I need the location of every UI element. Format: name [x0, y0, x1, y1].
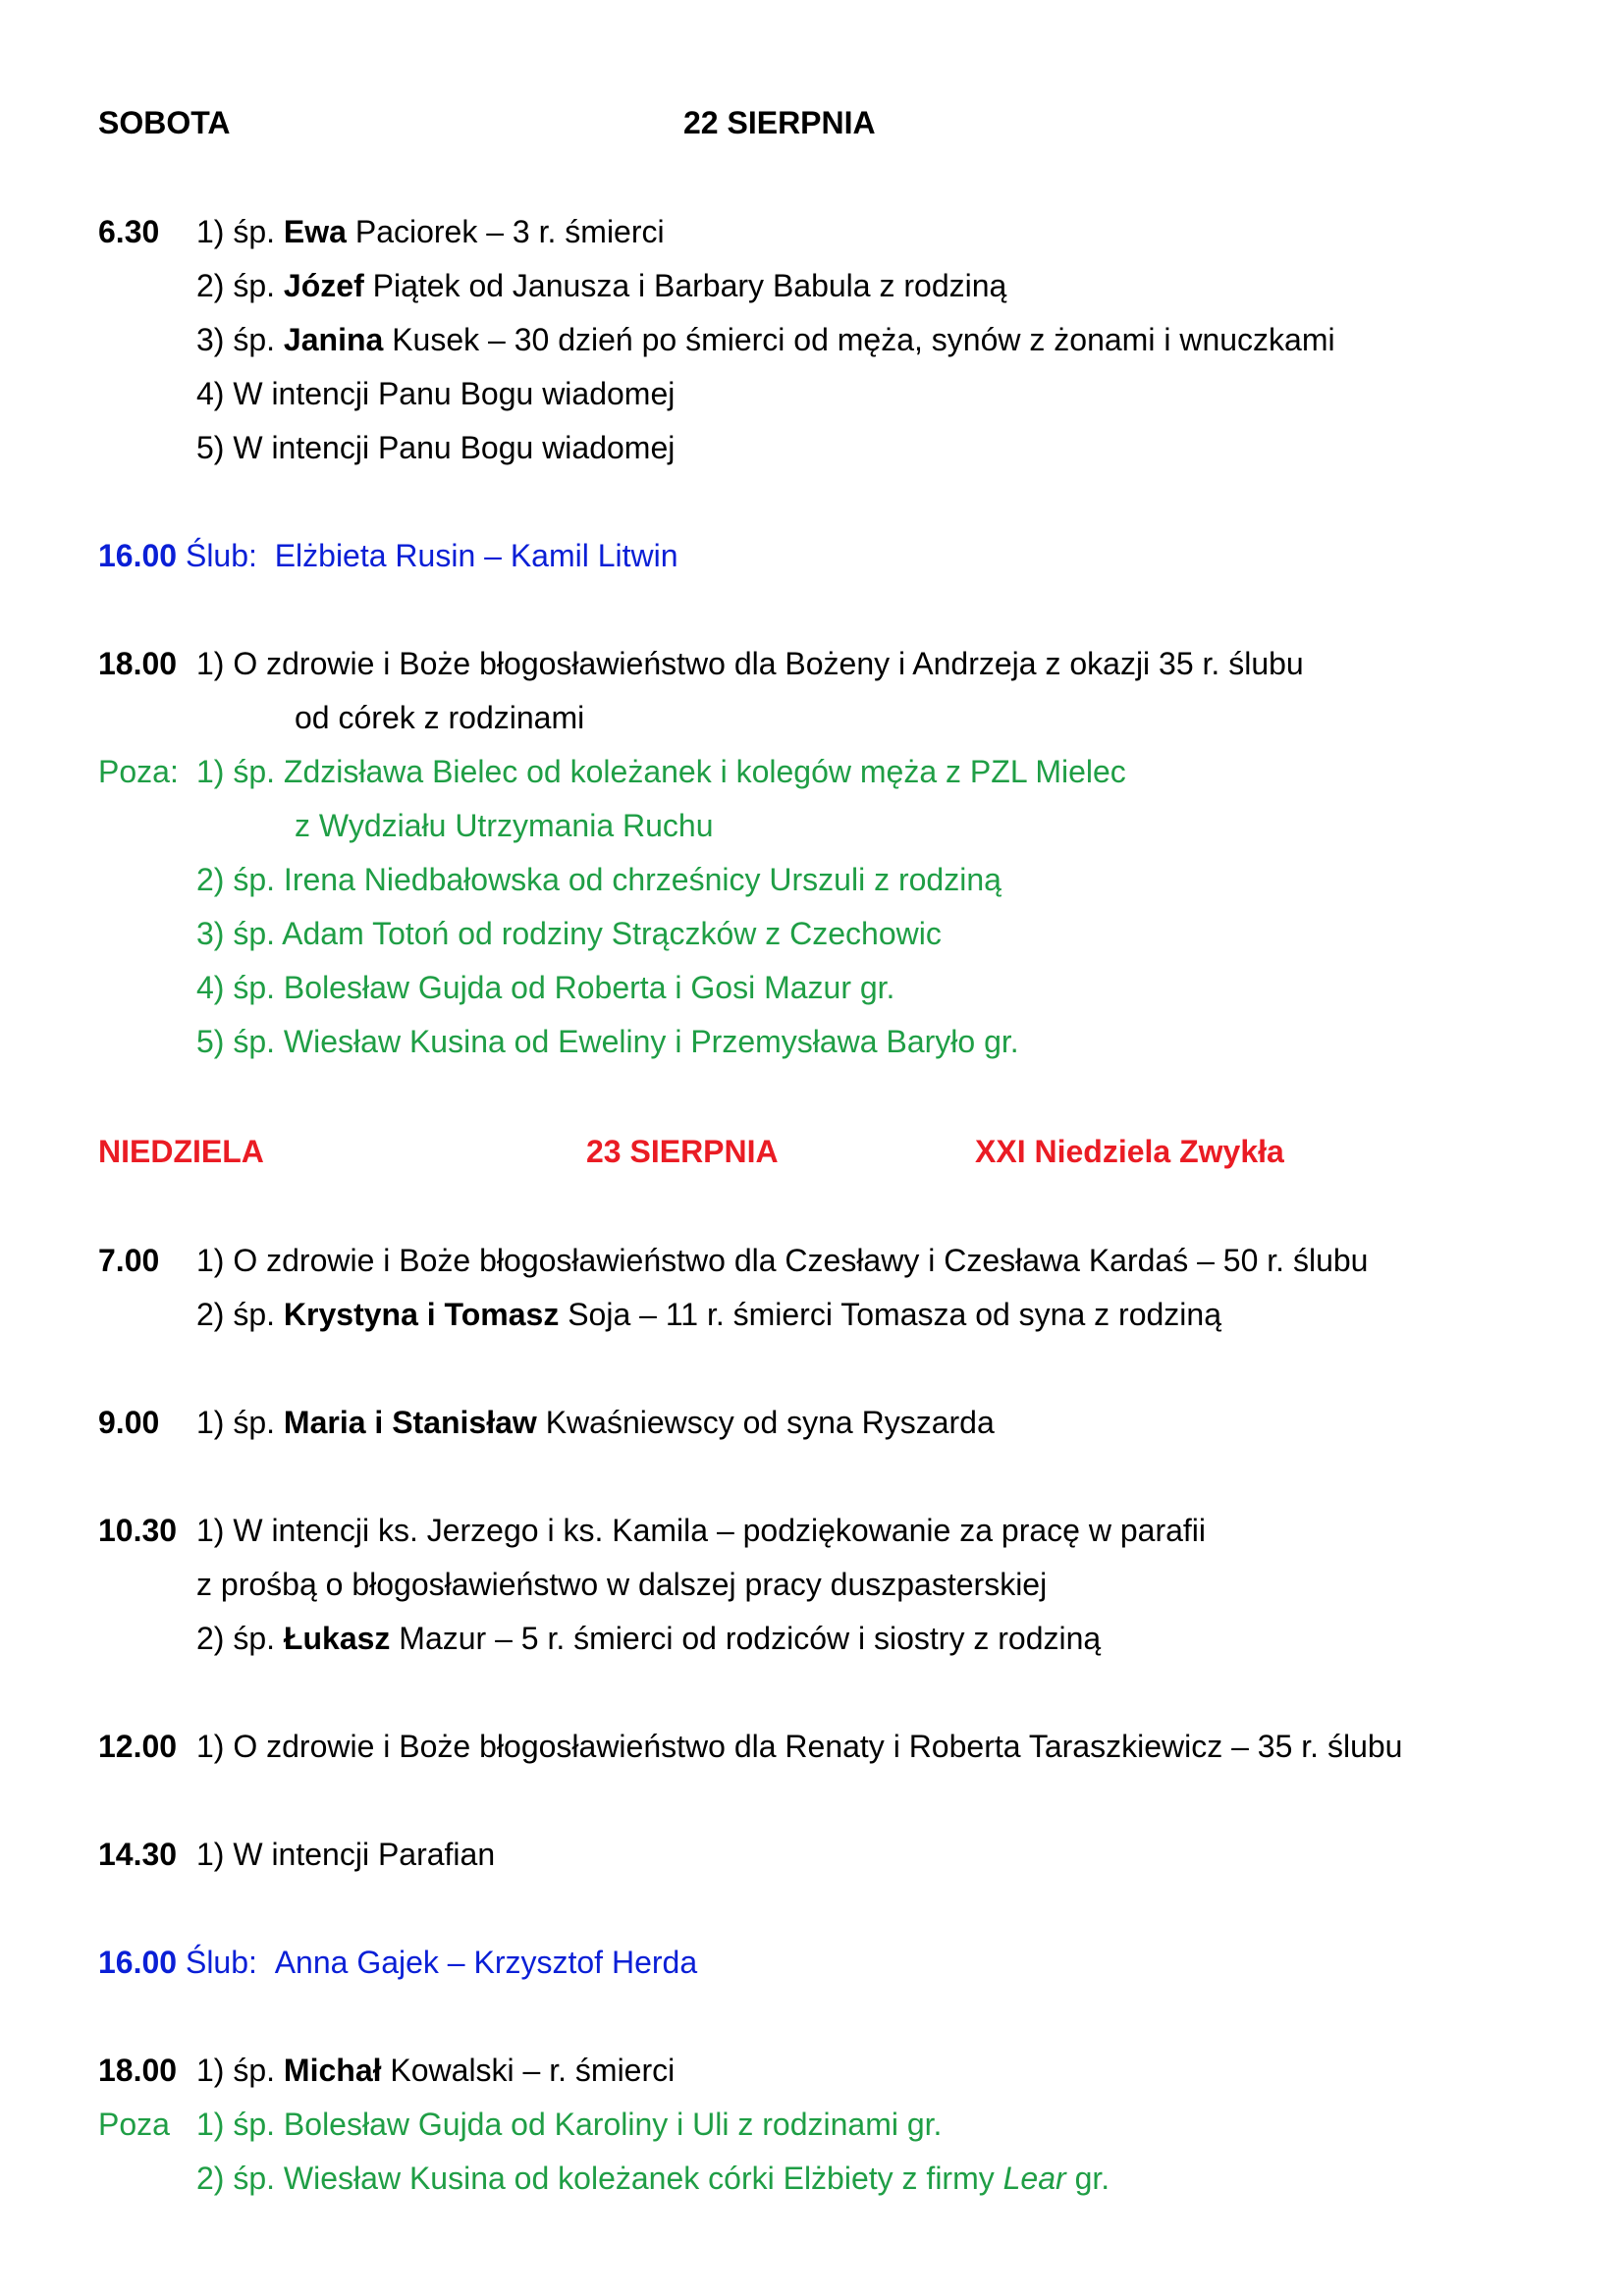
intention-1030-1: 1) W intencji ks. Jerzego i ks. Kamila – podziękowanie za pracę w parafii	[196, 1513, 1206, 1548]
wedding-names: Elżbieta Rusin – Kamil Litwin	[274, 538, 678, 573]
intention-0700-2	[196, 1299, 1221, 1330]
extra-label-sunday: Poza	[98, 2107, 170, 2142]
mass-time-0900: 9.00	[98, 1405, 160, 1440]
intention-name: Ewa	[283, 214, 347, 249]
intention-prefix: 2) śp.	[196, 1621, 284, 1656]
intention-name: Maria i Stanisław	[283, 1405, 537, 1440]
intention-0630-4: 4) W intencji Panu Bogu wiadomej	[196, 376, 676, 411]
intention-0700-1: 1) O zdrowie i Boże błogosławieństwo dla Czesławy i Czesława Kardaś – 50 r. ślubu	[196, 1243, 1369, 1278]
extra-intention-sat-4: 4) śp. Bolesław Gujda od Roberta i Gosi Mazur gr.	[196, 970, 895, 1005]
extra-intention-sat-5: 5) śp. Wiesław Kusina od Eweliny i Przemysława Baryło gr.	[196, 1024, 1019, 1059]
intention-0630-5: 5) W intencji Panu Bogu wiadomej	[196, 430, 676, 465]
intention-rest: Piątek od Janusza i Barbary Babula z rodziną	[363, 268, 1007, 303]
mass-time-1200: 12.00	[98, 1729, 178, 1764]
extra-intention-sat-2: 2) śp. Irena Niedbałowska od chrześnicy Urszuli z rodziną	[196, 862, 1001, 897]
intention-1430-1: 1) W intencji Parafian	[196, 1837, 496, 1872]
mass-time-1800-sat: 18.00	[98, 646, 178, 681]
intention-name: Michał	[283, 2053, 382, 2088]
intention-1200-1: 1) O zdrowie i Boże błogosławieństwo dla Renaty i Roberta Taraszkiewicz – 35 r. ślubu	[196, 1729, 1403, 1764]
saturday-date-heading: 22 SIERPNIA	[683, 105, 876, 140]
intention-1030-2	[196, 1623, 1101, 1654]
intention-0630-3	[196, 324, 1335, 355]
mass-time-1030: 10.30	[98, 1513, 178, 1548]
wedding-line-saturday	[98, 540, 678, 571]
extra-intention-sun-2	[196, 2163, 1110, 2194]
extra-intention-sun-1: 1) śp. Bolesław Gujda od Karoliny i Uli z rodzinami gr.	[196, 2107, 943, 2142]
intention-0900-1	[196, 1407, 995, 1438]
intention-rest: Paciorek – 3 r. śmierci	[346, 214, 665, 249]
wedding-time: 16.00	[98, 1945, 178, 1980]
extra-intention-sat-1-cont: z Wydziału Utrzymania Ruchu	[295, 808, 714, 843]
intention-name: Janina	[283, 322, 384, 357]
mass-time-1800-sun: 18.00	[98, 2053, 178, 2088]
intention-0630-2	[196, 270, 1006, 301]
sunday-feast-heading: XXI Niedziela Zwykła	[975, 1134, 1284, 1169]
intention-1800-sat-1-cont: od córek z rodzinami	[295, 700, 585, 735]
intention-rest: Mazur – 5 r. śmierci od rodziców i siostry z rodziną	[390, 1621, 1102, 1656]
intention-prefix: 1) śp.	[196, 2053, 284, 2088]
intention-prefix: 2) śp. Wiesław Kusina od koleżanek córki Elżbiety z firmy	[196, 2161, 1003, 2196]
saturday-day-heading: SOBOTA	[98, 105, 231, 140]
sunday-day-heading: NIEDZIELA	[98, 1134, 264, 1169]
intention-name: Łukasz	[283, 1621, 391, 1656]
mass-time-1430: 14.30	[98, 1837, 178, 1872]
extra-intention-sat-3: 3) śp. Adam Totoń od rodziny Strączków z Czechowic	[196, 916, 942, 951]
mass-time-0630: 6.30	[98, 214, 160, 249]
intention-prefix: 1) śp.	[196, 214, 284, 249]
intention-1030-1-cont: z prośbą o błogosławieństwo w dalszej pracy duszpasterskiej	[196, 1567, 1048, 1602]
intention-rest: Soja – 11 r. śmierci Tomasza od syna z rodziną	[559, 1297, 1221, 1332]
sunday-date-heading: 23 SIERPNIA	[586, 1134, 779, 1169]
intention-0630-1	[196, 216, 665, 247]
intention-1800-sat-1: 1) O zdrowie i Boże błogosławieństwo dla Bożeny i Andrzeja z okazji 35 r. ślubu	[196, 646, 1304, 681]
extra-label-saturday: Poza:	[98, 754, 179, 789]
intention-name: Józef	[283, 268, 364, 303]
wedding-label: Ślub:	[185, 1945, 257, 1980]
wedding-line-sunday	[98, 1947, 697, 1978]
intention-rest: Kowalski – r. śmierci	[381, 2053, 676, 2088]
intention-prefix: 3) śp.	[196, 322, 284, 357]
intention-prefix: 2) śp.	[196, 1297, 284, 1332]
wedding-time: 16.00	[98, 538, 178, 573]
extra-intention-sat-1: 1) śp. Zdzisława Bielec od koleżanek i kolegów męża z PZL Mielec	[196, 754, 1126, 789]
wedding-names: Anna Gajek – Krzysztof Herda	[274, 1945, 698, 1980]
intention-rest: gr.	[1065, 2161, 1110, 2196]
intention-rest: Kwaśniewscy od syna Ryszarda	[536, 1405, 995, 1440]
mass-time-0700: 7.00	[98, 1243, 160, 1278]
intention-rest: Kusek – 30 dzień po śmierci od męża, synów z żonami i wnuczkami	[383, 322, 1335, 357]
company-name: Lear	[1002, 2161, 1066, 2196]
wedding-label: Ślub:	[185, 538, 257, 573]
intention-prefix: 2) śp.	[196, 268, 284, 303]
intention-1800-sun-1	[196, 2055, 675, 2086]
intention-prefix: 1) śp.	[196, 1405, 284, 1440]
intention-name: Krystyna i Tomasz	[283, 1297, 560, 1332]
